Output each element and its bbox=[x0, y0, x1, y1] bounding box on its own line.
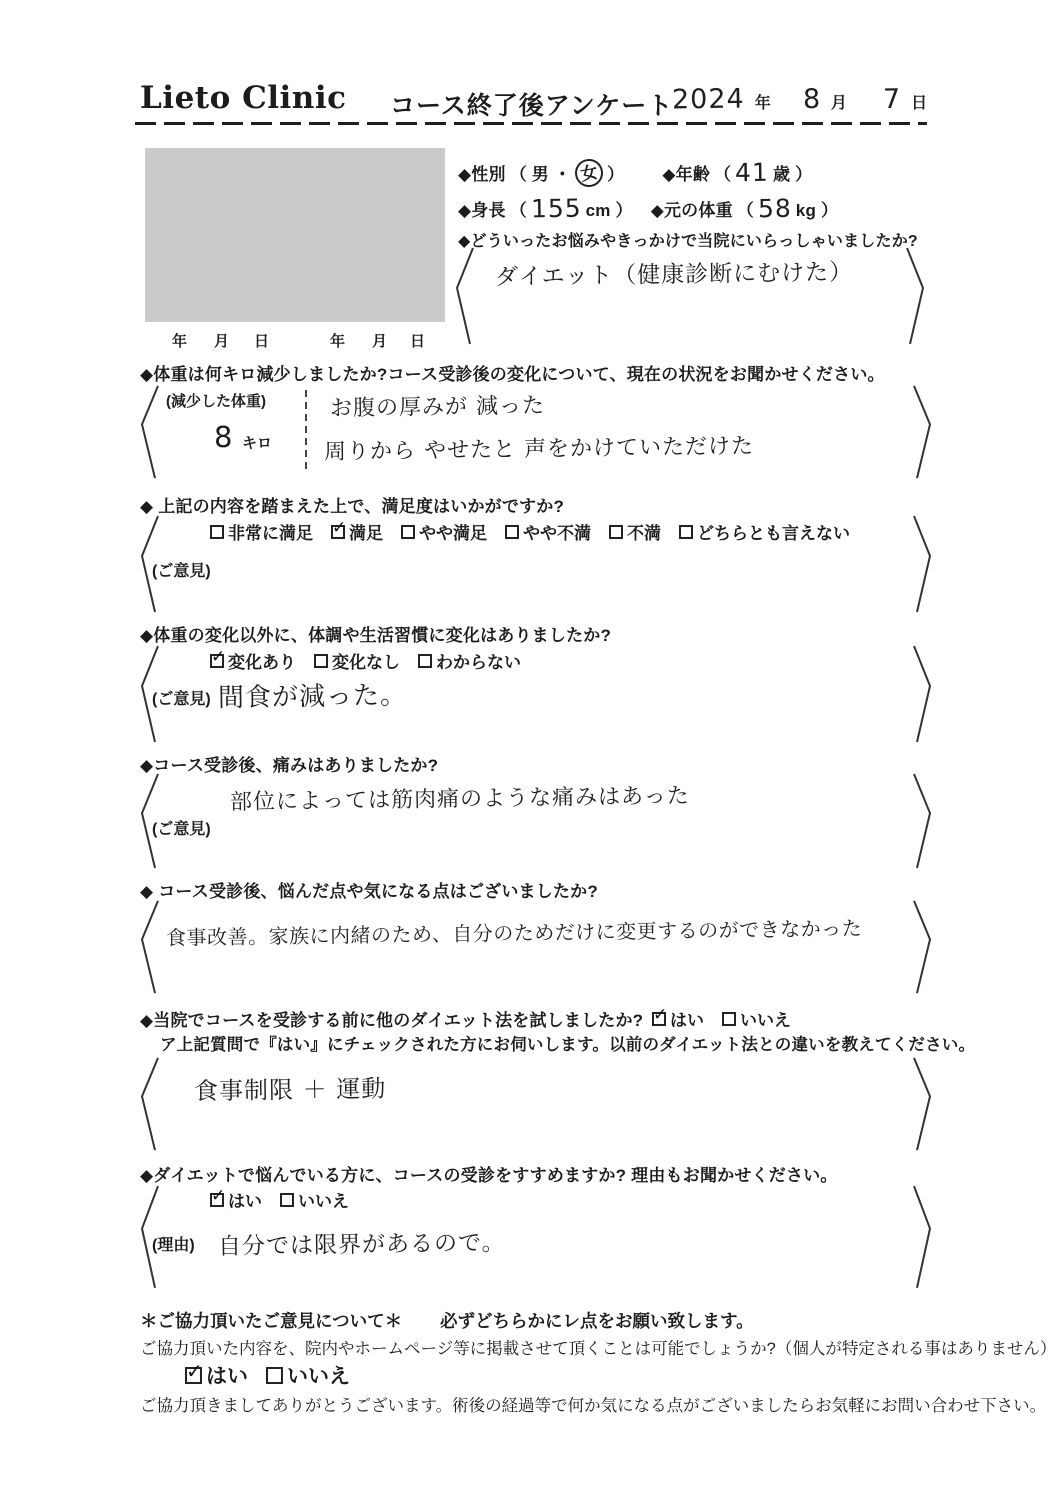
other-changes-comment: 間食が減った。 bbox=[217, 680, 408, 714]
checkbox-very-satisfied bbox=[210, 525, 224, 539]
satisfaction-option bbox=[331, 519, 383, 544]
prev-diet-options bbox=[652, 1006, 791, 1031]
survey-date bbox=[672, 84, 927, 115]
right-bracket bbox=[910, 1184, 934, 1290]
changes-option bbox=[210, 648, 296, 673]
left-bracket bbox=[138, 1056, 162, 1152]
footer-publish-question: ご協力頂いた内容を、院内やホームページ等に掲載させて頂くことは可能でしょうか?（個人が特定される事はありません） bbox=[140, 1340, 1057, 1358]
gender-options-close: ） bbox=[607, 165, 625, 184]
satisfaction-option bbox=[609, 519, 661, 544]
right-bracket bbox=[910, 1056, 934, 1152]
checkbox-yes bbox=[652, 1012, 666, 1026]
satisfaction-option bbox=[210, 519, 313, 544]
footer-options bbox=[185, 1360, 350, 1390]
checkbox-neither bbox=[679, 525, 693, 539]
footer-option bbox=[185, 1360, 248, 1390]
date-year-label: 年 bbox=[754, 95, 771, 112]
option-label: いいえ bbox=[298, 1192, 349, 1211]
right-bracket bbox=[910, 644, 934, 744]
checkbox-unknown bbox=[418, 654, 432, 668]
question-satisfaction: ◆ 上記の内容を踏まえた上で、満足度はいかがですか? bbox=[140, 497, 565, 516]
footer-thanks: ご協力頂きましてありがとうございます。術後の経過等で何か気になる点がございましたらお気軽にお問い合わせ下さい。 bbox=[140, 1397, 1047, 1415]
gender-female-circled: 女 bbox=[573, 156, 605, 188]
height-open: （ bbox=[509, 201, 527, 220]
header-divider bbox=[135, 122, 927, 125]
original-weight-close: kg ） bbox=[795, 201, 839, 220]
recommend-option bbox=[210, 1187, 262, 1212]
option-label: はい bbox=[670, 1011, 704, 1030]
photo-date-label: 月 bbox=[214, 333, 230, 350]
other-changes-options bbox=[210, 648, 521, 673]
question-recommend: ◆ダイエットで悩んでいる方に、コースの受診をすすめますか? 理由もお聞かせください。 bbox=[140, 1166, 838, 1185]
weight-loss-answer-line2: 周りから やせたと 声をかけていただけた bbox=[323, 433, 755, 466]
date-month-label: 月 bbox=[830, 95, 847, 112]
form-title: コース終了後アンケート bbox=[390, 92, 674, 120]
answer-box-weight-loss bbox=[142, 384, 930, 480]
checkbox-satisfied bbox=[331, 525, 345, 539]
redacted-photo-area bbox=[145, 148, 445, 322]
photo-date-label: 日 bbox=[254, 333, 270, 350]
right-bracket bbox=[903, 246, 927, 346]
answer-box-concerns bbox=[142, 899, 930, 995]
question-pain: ◆コース受診後、痛みはありましたか? bbox=[140, 756, 439, 775]
comment-label: (ご意見) bbox=[152, 691, 211, 708]
right-bracket bbox=[910, 384, 934, 480]
answer-box-recommend bbox=[142, 1184, 930, 1290]
date-day-value: 7 bbox=[882, 83, 902, 116]
left-bracket bbox=[138, 384, 162, 480]
checkbox-no bbox=[722, 1012, 736, 1026]
checkbox-yes bbox=[185, 1367, 202, 1384]
checkbox-dissatisfied bbox=[609, 525, 623, 539]
changes-option bbox=[418, 648, 521, 673]
option-label: はい bbox=[228, 1192, 262, 1211]
photo-date-label: 年 bbox=[330, 333, 346, 350]
satisfaction-option bbox=[505, 519, 591, 544]
checkbox-no-change bbox=[314, 654, 328, 668]
option-label: わからない bbox=[436, 653, 521, 672]
footer-option bbox=[266, 1360, 350, 1390]
age-close: 歳 ） bbox=[773, 165, 813, 184]
comment-label: (ご意見) bbox=[152, 563, 211, 580]
age-value: 41 bbox=[735, 157, 770, 188]
checkbox-no bbox=[266, 1367, 283, 1384]
gender-label: ◆性別 bbox=[458, 165, 506, 184]
photo-date-label: 月 bbox=[372, 333, 388, 350]
weight-loss-unit: キロ bbox=[242, 435, 273, 452]
option-label: やや不満 bbox=[523, 524, 591, 543]
original-weight-open: （ bbox=[736, 201, 754, 220]
reason-answer-text: ダイエット（健康診断にむけた） bbox=[494, 259, 854, 291]
question-concerns: ◆ コース受診後、悩んだ点や気になる点はございましたか? bbox=[140, 882, 598, 901]
checkbox-yes bbox=[210, 1193, 224, 1207]
satisfaction-option bbox=[679, 519, 850, 544]
height-value: 155 bbox=[530, 193, 582, 224]
date-month-value: 8 bbox=[802, 83, 822, 116]
question-other-changes: ◆体重の変化以外に、体調や生活習慣に変化はありましたか? bbox=[140, 626, 612, 645]
weight-loss-divider bbox=[305, 390, 307, 474]
weight-loss-answer-line1: お腹の厚みが 減った bbox=[329, 393, 546, 422]
option-label: 変化なし bbox=[332, 653, 400, 672]
option-label: いいえ bbox=[287, 1365, 350, 1388]
date-day-label: 日 bbox=[911, 95, 928, 112]
right-bracket bbox=[910, 772, 934, 870]
weight-loss-value: 8 bbox=[213, 419, 234, 455]
profile-row-height-weight bbox=[458, 194, 838, 223]
height-label: ◆身長 bbox=[458, 201, 506, 220]
age-open: （ bbox=[714, 165, 732, 184]
satisfaction-option bbox=[401, 519, 487, 544]
option-label: やや満足 bbox=[419, 524, 487, 543]
date-year-value: 2024 bbox=[671, 83, 745, 116]
checkbox-somewhat-dissatisfied bbox=[505, 525, 519, 539]
prev-diet-answer-text: 食事制限 ＋ 運動 bbox=[193, 1074, 387, 1106]
concerns-answer-text: 食事改善。家族に内緒のため、自分のためだけに変更するのができなかった bbox=[165, 916, 863, 950]
answer-box-pain bbox=[142, 772, 930, 870]
reason-label: (理由) bbox=[152, 1237, 195, 1254]
answer-box-prev-diet bbox=[142, 1056, 930, 1152]
option-label: いいえ bbox=[740, 1011, 791, 1030]
option-label: 不満 bbox=[627, 524, 661, 543]
question-reason: ◆どういったお悩みやきっかけで当院にいらっしゃいましたか? bbox=[458, 233, 918, 250]
photo-date-label: 日 bbox=[410, 333, 426, 350]
left-bracket bbox=[138, 899, 162, 995]
checkbox-no bbox=[280, 1193, 294, 1207]
answer-box-other-changes bbox=[142, 644, 930, 744]
option-label: 満足 bbox=[349, 524, 383, 543]
question-prev-diet: ◆当院でコースを受診する前に他のダイエット法を試しましたか? bbox=[140, 1011, 644, 1030]
answer-box-reason bbox=[457, 246, 923, 346]
answer-box-satisfaction bbox=[142, 514, 930, 614]
age-label: ◆年齢 bbox=[662, 165, 711, 184]
checkbox-somewhat-satisfied bbox=[401, 525, 415, 539]
original-weight-value: 58 bbox=[757, 193, 792, 224]
satisfaction-options bbox=[210, 519, 850, 544]
changes-option bbox=[314, 648, 400, 673]
profile-row-gender-age bbox=[458, 158, 812, 187]
original-weight-label: ◆元の体重 bbox=[650, 201, 733, 220]
option-label: どちらとも言えない bbox=[697, 524, 850, 543]
gender-options-open: （ 男 ・ bbox=[509, 165, 572, 184]
pain-answer-text: 部位によっては筋肉痛のような痛みはあった bbox=[229, 783, 690, 816]
prev-diet-sub-question: ア上記質問で『はい』にチェックされた方にお伺いします。以前のダイエット法との違いを教えてください。 bbox=[160, 1036, 976, 1054]
question-weight-loss: ◆体重は何キロ減少しましたか?コース受診後の変化について、現在の状況をお聞かせください。 bbox=[140, 365, 885, 384]
left-bracket bbox=[453, 246, 477, 346]
photo-date-label: 年 bbox=[172, 333, 188, 350]
weight-loss-label: (減少した体重) bbox=[166, 393, 266, 410]
footer-instruction: 必ずどちらかにレ点をお願い致します。 bbox=[440, 1311, 754, 1331]
right-bracket bbox=[910, 514, 934, 614]
footer-title: ＊ご協力頂いたご意見について＊ bbox=[140, 1311, 403, 1331]
right-bracket bbox=[910, 899, 934, 995]
option-label: 変化あり bbox=[228, 653, 296, 672]
checkbox-changed bbox=[210, 654, 224, 668]
recommend-option bbox=[280, 1187, 349, 1212]
option-label: 非常に満足 bbox=[228, 524, 313, 543]
comment-label: (ご意見) bbox=[152, 821, 211, 838]
clinic-name: Lieto Clinic bbox=[140, 80, 347, 116]
option-label: はい bbox=[206, 1365, 248, 1388]
recommend-reason-text: 自分では限界があるので。 bbox=[217, 1229, 506, 1261]
recommend-options bbox=[210, 1187, 349, 1212]
prev-diet-option bbox=[722, 1006, 791, 1031]
prev-diet-option bbox=[652, 1006, 704, 1031]
height-close: cm ） bbox=[585, 201, 633, 220]
